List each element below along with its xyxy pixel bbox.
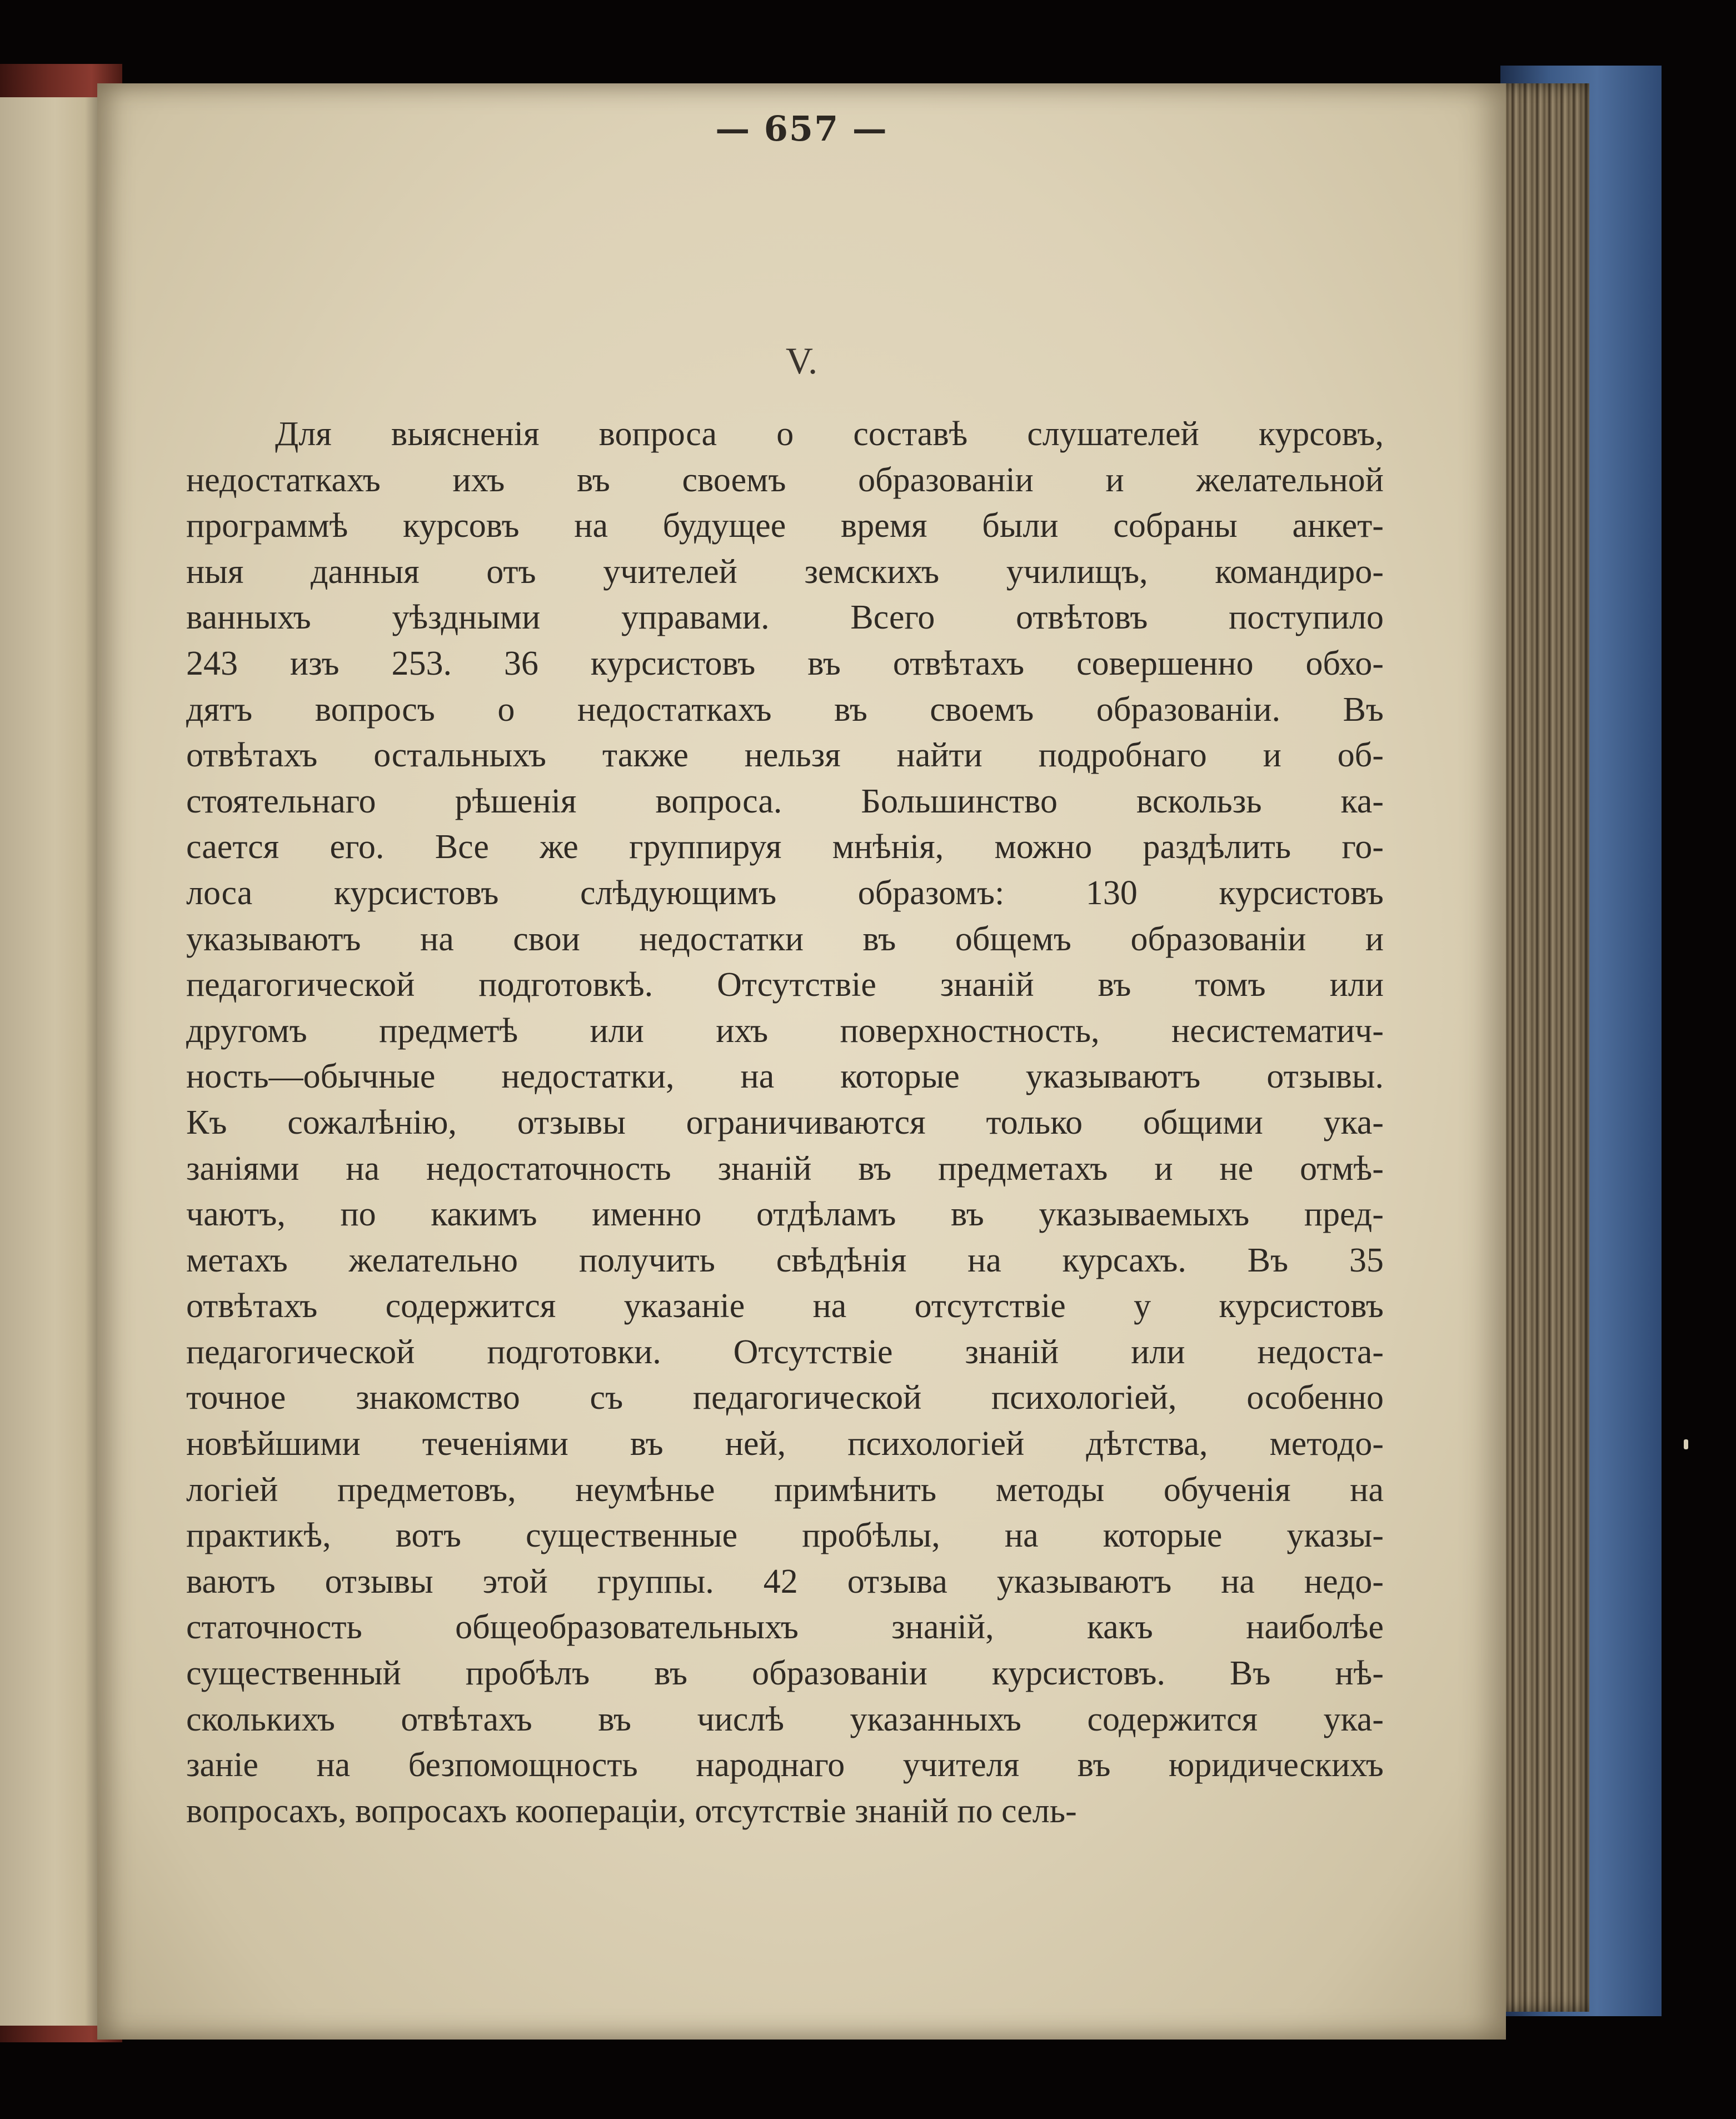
text-line: указываютъ на свои недостатки въ общемъ образованіи и — [186, 920, 1384, 958]
text-line: новѣйшими теченіями въ ней, психологіей дѣтства, методо- — [186, 1425, 1384, 1463]
text-line: отвѣтахъ остальныхъ также нельзя найти подробнаго и об- — [186, 736, 1384, 775]
text-line: заніе на безпомощность народнаго учителя въ юридическихъ — [186, 1746, 1384, 1784]
text-line: точное знакомство съ педагогической психологіей, особенно — [186, 1379, 1384, 1417]
text-line: существенный пробѣлъ въ образованіи курсистовъ. Въ нѣ- — [186, 1654, 1384, 1693]
text-line: программѣ курсовъ на будущее время были собраны анкет- — [186, 507, 1384, 545]
text-line: статочность общеобразовательныхъ знаній, какъ наиболѣе — [186, 1608, 1384, 1647]
text-line: лоса курсистовъ слѣдующимъ образомъ: 130 курсистовъ — [186, 874, 1384, 912]
text-line: вопросахъ, вопросахъ коопераціи, отсутствіе знаній по сель- — [186, 1792, 1077, 1830]
book-page — [97, 83, 1506, 2040]
text-line: ваютъ отзывы этой группы. 42 отзыва указываютъ на недо- — [186, 1562, 1384, 1601]
section-heading: V. — [785, 340, 818, 382]
page-number: — 657 — — [715, 108, 888, 149]
text-line: логіей предметовъ, неумѣнье примѣнить методы обученія на — [186, 1470, 1384, 1509]
text-line: сается его. Все же группируя мнѣнія, можно раздѣлить го- — [186, 828, 1384, 866]
dust-speck — [1684, 1439, 1688, 1449]
body-text — [186, 411, 1384, 1834]
text-line: метахъ желательно получить свѣдѣнія на курсахъ. Въ 35 — [186, 1241, 1384, 1279]
text-line: ность—обычные недостатки, на которые указываютъ отзывы. — [186, 1058, 1384, 1096]
text-line: дятъ вопросъ о недостаткахъ въ своемъ образованіи. Въ — [186, 690, 1384, 729]
text-line: 243 изъ 253. 36 курсистовъ въ отвѣтахъ совершенно обхо- — [186, 644, 1384, 682]
text-line: стоятельнаго рѣшенія вопроса. Большинство вскользь ка- — [186, 782, 1384, 820]
text-line: отвѣтахъ содержится указаніе на отсутствіе у курсистовъ — [186, 1287, 1384, 1325]
previous-page-edge — [0, 97, 100, 2026]
page-edge-stack — [1495, 83, 1589, 2012]
text-line: чаютъ, по какимъ именно отдѣламъ въ указываемыхъ пред- — [186, 1195, 1384, 1234]
text-line: педагогической подготовкѣ. Отсутствіе знаній въ томъ или — [186, 966, 1384, 1004]
text-line: сколькихъ отвѣтахъ въ числѣ указанныхъ содержится ука- — [186, 1700, 1384, 1738]
text-line: другомъ предметѣ или ихъ поверхностность, несистематич- — [186, 1011, 1384, 1050]
text-line: практикѣ, вотъ существенные пробѣлы, на которые указы- — [186, 1517, 1384, 1555]
text-line: Къ сожалѣнію, отзывы ограничиваются только общими ука- — [186, 1103, 1384, 1141]
text-line: Для выясненія вопроса о составѣ слушателей курсовъ, — [275, 415, 1384, 453]
text-line: ванныхъ уѣздными управами. Всего отвѣтовъ поступило — [186, 599, 1384, 637]
text-line: заніями на недостаточность знаній въ предметахъ и не отмѣ- — [186, 1149, 1384, 1188]
text-line: ныя данныя отъ учителей земскихъ училищъ, командиро- — [186, 552, 1384, 591]
text-line: педагогической подготовки. Отсутствіе знаній или недоста- — [186, 1333, 1384, 1371]
text-line: недостаткахъ ихъ въ своемъ образованіи и желательной — [186, 461, 1384, 499]
